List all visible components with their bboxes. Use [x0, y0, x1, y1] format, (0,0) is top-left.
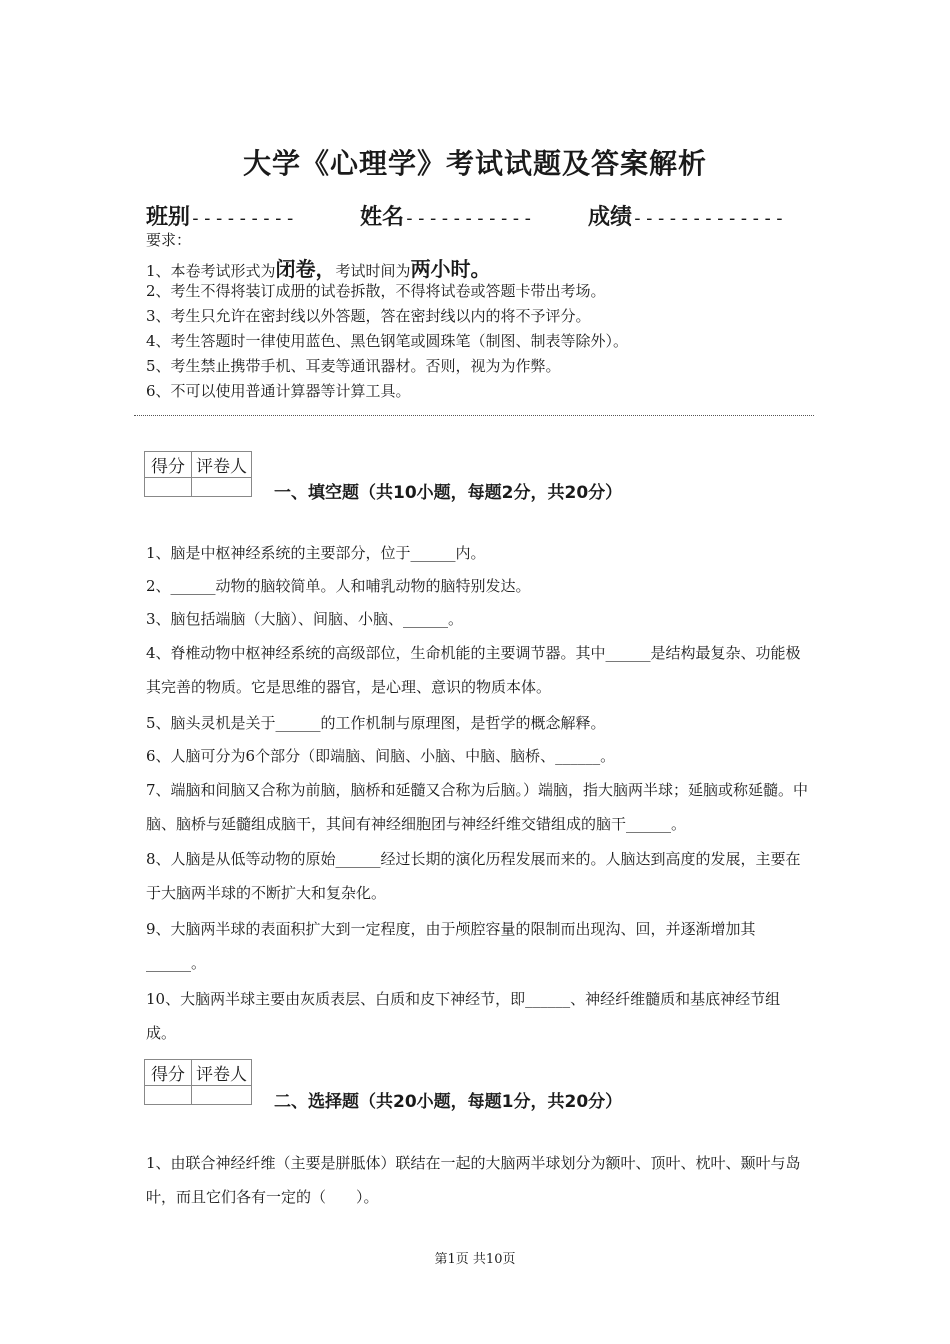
section1-title: 一、填空题（共10小题，每题2分，共20分） — [274, 483, 623, 503]
name-field — [360, 200, 534, 231]
requirement-1-duration: 两小时。 — [410, 257, 491, 281]
fill-question-9: 9、大脑两半球的表面积扩大到一定程度，由于颅腔容量的限制而出现沟、回，并逐渐增加其______。 — [146, 920, 756, 972]
grader-label: 评卷人 — [192, 452, 252, 478]
score-box-section2 — [144, 1059, 252, 1105]
fill-question-8: 8、人脑是从低等动物的原始______经过长期的演化历程发展而来的。人脑达到高度的发展，主要在于大脑两半球的不断扩大和复杂化。 — [146, 850, 801, 902]
fill-question-6: 6、人脑可分为6个部分（即端脑、间脑、小脑、中脑、脑桥、______。 — [146, 747, 616, 765]
score-label: 得分 — [145, 452, 192, 478]
requirement-1-closed-book: 闭卷， — [275, 257, 336, 281]
fill-question-7: 7、端脑和间脑又合称为前脑，脑桥和延髓又合称为后脑。）端脑，指大脑两半球；延脑或称延髓。中脑、脑桥与延髓组成脑干，其间有神经细胞团与神经纤维交错组成的脑干______。 — [146, 781, 809, 833]
requirement-2: 2、考生不得将装订成册的试卷拆散，不得将试卷或答题卡带出考场。 — [146, 282, 606, 300]
grader-cell — [192, 478, 252, 497]
grader-label: 评卷人 — [192, 1060, 252, 1086]
grade-field — [588, 200, 786, 231]
student-info-row — [146, 200, 826, 230]
requirement-1-prefix: 1、本卷考试形式为 — [146, 262, 276, 280]
grader-cell — [192, 1086, 252, 1105]
score-cell — [145, 1086, 192, 1105]
score-box-section1 — [144, 451, 252, 497]
requirement-4: 4、考生答题时一律使用蓝色、黑色钢笔或圆珠笔（制图、制表等除外）。 — [146, 332, 629, 350]
page-title: 大学《心理学》考试试题及答案解析 — [242, 147, 707, 180]
section2-title: 二、选择题（共20小题，每题1分，共20分） — [274, 1092, 623, 1112]
choice-question-1: 1、由联合神经纤维（主要是胼胝体）联结在一起的大脑两半球划分为额叶、顶叶、枕叶、颞叶与岛叶，而且它们各有一定的（ ）。 — [146, 1154, 801, 1206]
requirement-1-middle: 考试时间为 — [335, 262, 411, 280]
fill-question-10: 10、大脑两半球主要由灰质表层、白质和皮下神经节，即______、神经纤维髓质和基底神经节组成。 — [146, 990, 781, 1042]
fill-question-4: 4、脊椎动物中枢神经系统的高级部位，生命机能的主要调节器。其中______是结构最复杂、功能极其完善的物质。它是思维的器官，是心理、意识的物质本体。 — [146, 644, 801, 696]
grade-blank: ------------- — [632, 208, 786, 229]
seal-line-divider — [134, 415, 814, 416]
requirement-5: 5、考生禁止携带手机、耳麦等通讯器材。否则，视为为作弊。 — [146, 357, 561, 375]
name-label: 姓名 — [360, 205, 405, 230]
fill-question-3: 3、脑包括端脑（大脑）、间脑、小脑、______。 — [146, 610, 464, 628]
fill-question-5: 5、脑头灵机是关于______的工作机制与原理图，是哲学的概念解释。 — [146, 714, 606, 732]
grade-label: 成绩 — [588, 205, 633, 230]
requirement-3: 3、考生只允许在密封线以外答题，答在密封线以内的将不予评分。 — [146, 307, 591, 325]
requirement-1 — [146, 253, 491, 282]
name-blank: ----------- — [404, 208, 535, 229]
page-number-footer: 第1页 共10页 — [434, 1252, 516, 1267]
class-field — [146, 200, 297, 231]
fill-question-1: 1、脑是中枢神经系统的主要部分，位于______内。 — [146, 544, 486, 562]
fill-question-2: 2、______动物的脑较简单。人和哺乳动物的脑特别发达。 — [146, 577, 531, 595]
score-cell — [145, 478, 192, 497]
score-label: 得分 — [145, 1060, 192, 1086]
class-blank: --------- — [190, 208, 297, 229]
requirements-heading: 要求： — [146, 231, 192, 249]
class-label: 班别 — [146, 205, 191, 230]
requirement-6: 6、不可以使用普通计算器等计算工具。 — [146, 382, 411, 400]
